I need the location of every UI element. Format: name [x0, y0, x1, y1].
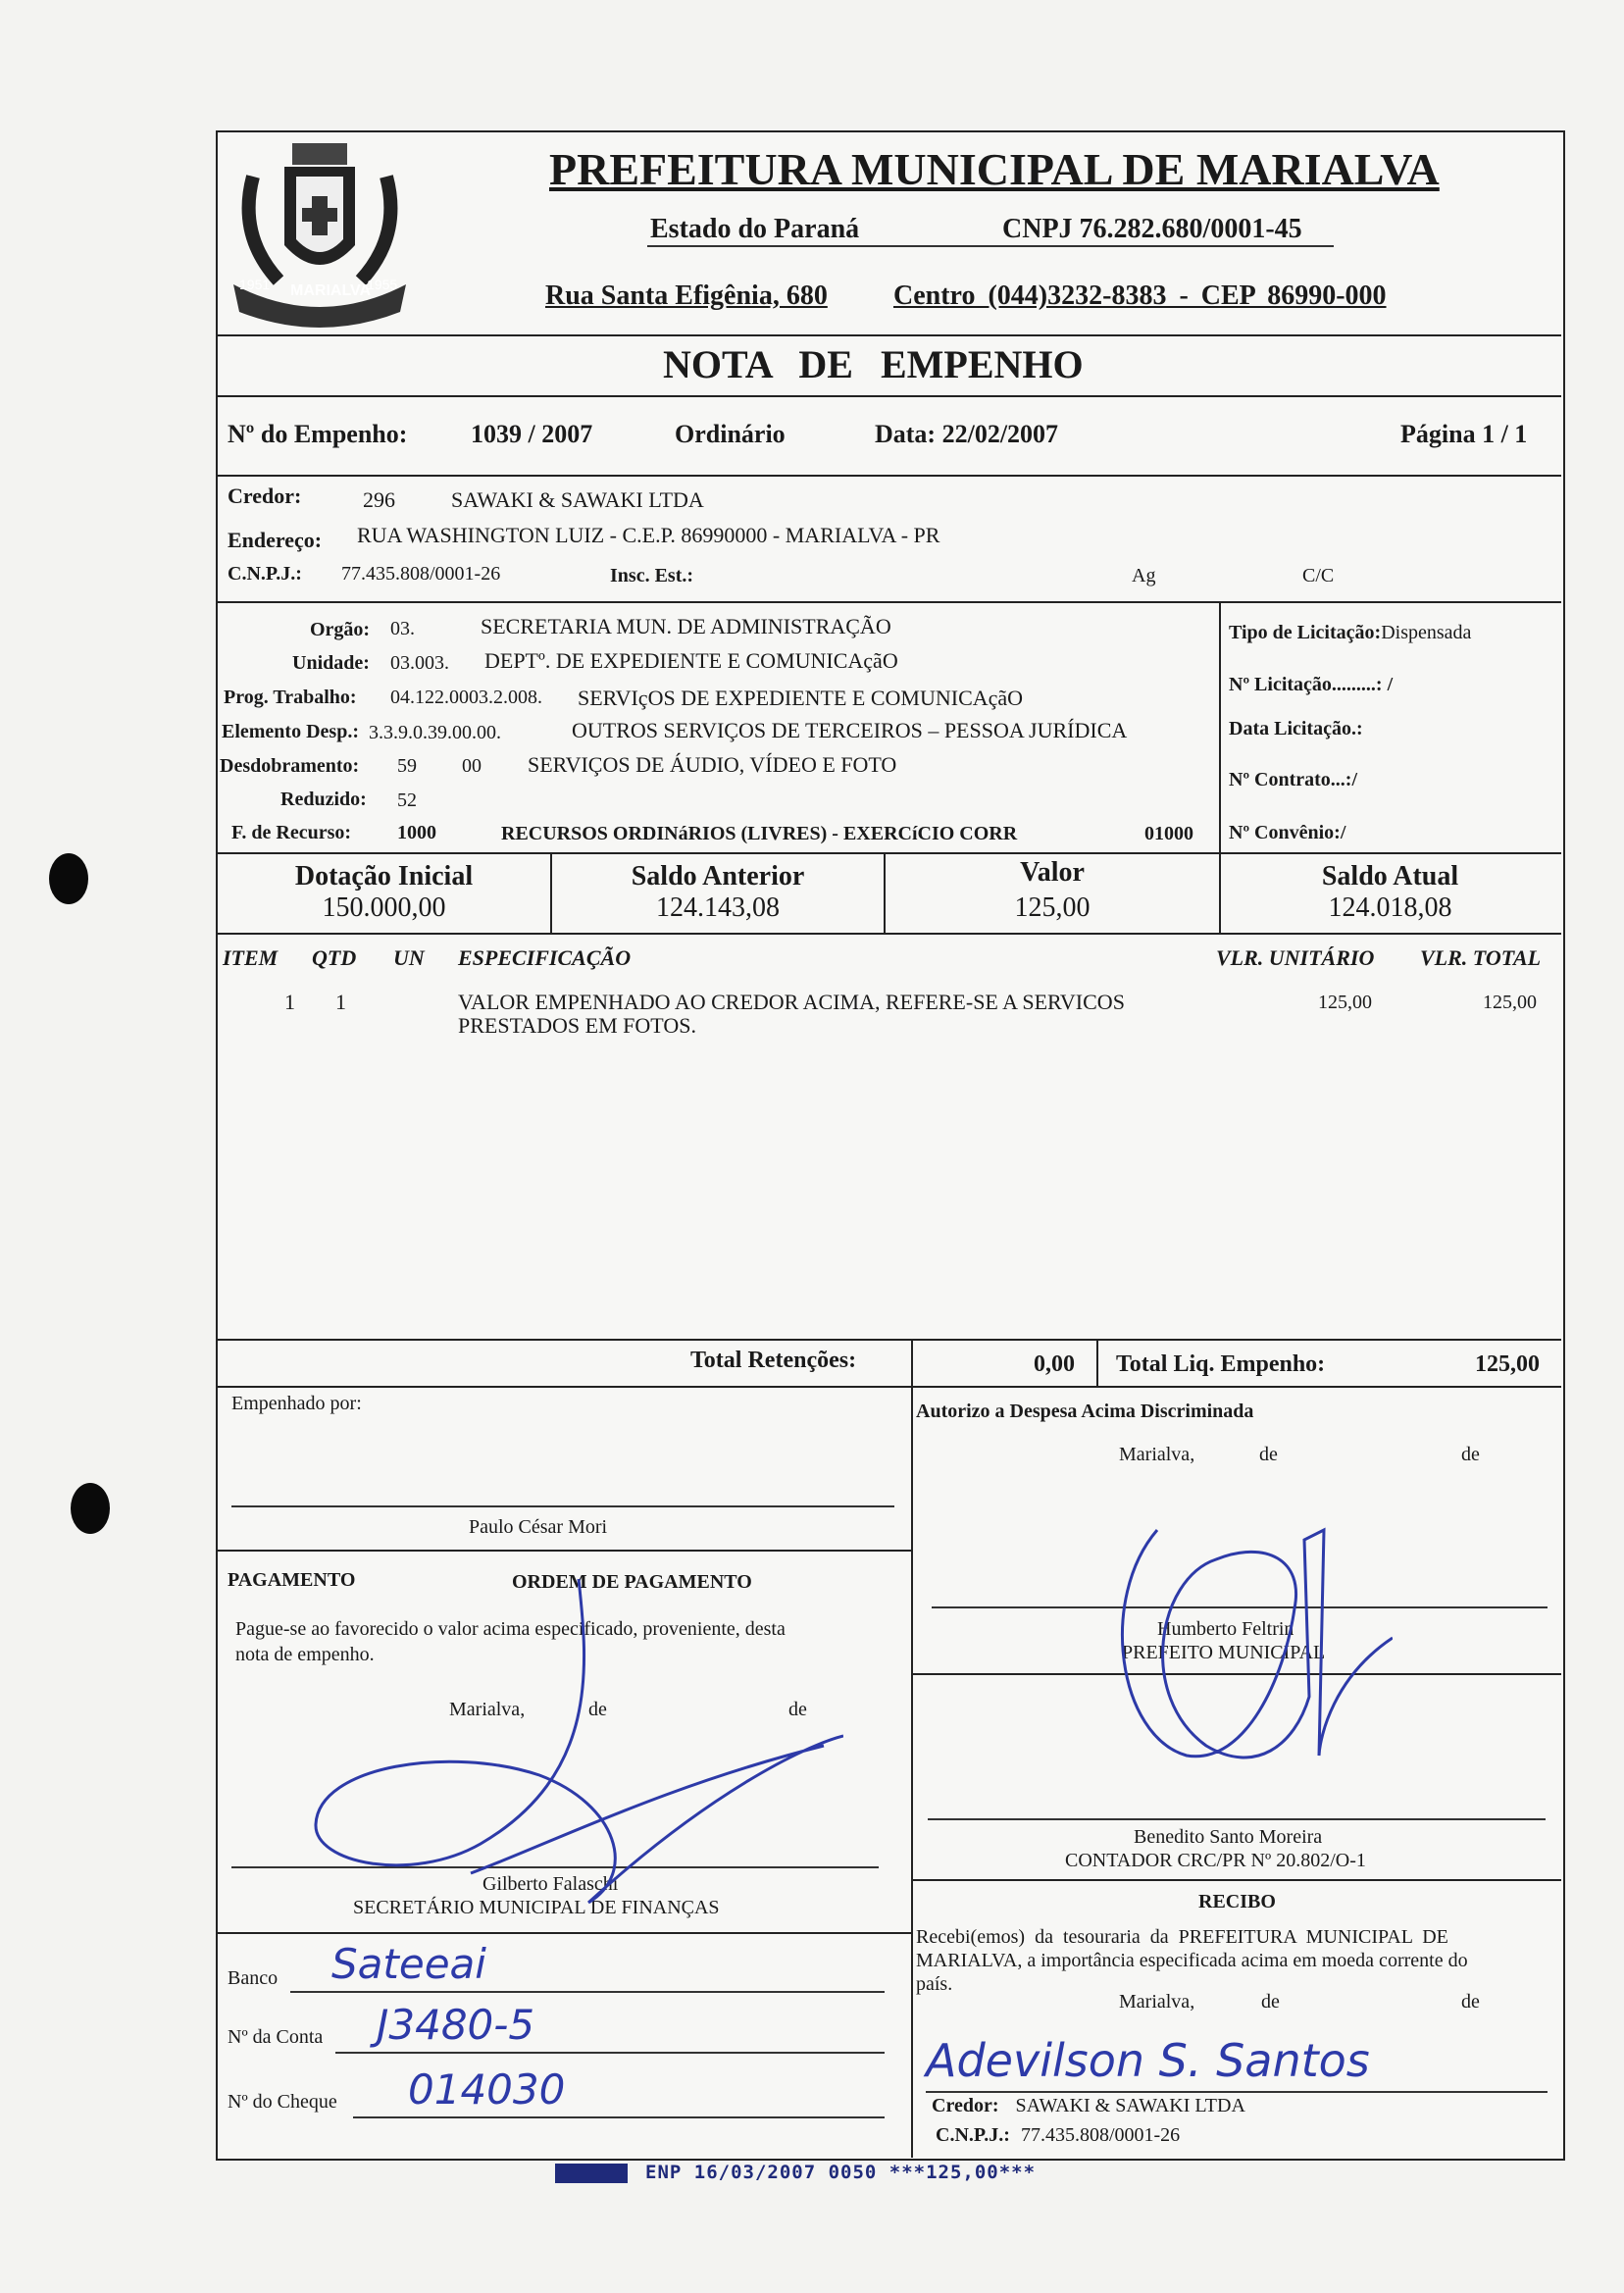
- row-item: 1: [284, 990, 295, 1014]
- empenho-date: Data: 22/02/2007: [875, 420, 1059, 448]
- elemento-code: 3.3.9.0.39.00.00.: [369, 722, 501, 743]
- empenhado-nome: Paulo César Mori: [469, 1516, 608, 1538]
- credor-insc-label: Insc. Est.:: [610, 565, 694, 586]
- unidade-code: 03.003.: [390, 652, 449, 674]
- row-total-value: 125,00: [1483, 992, 1537, 1013]
- rule: [218, 933, 1561, 935]
- items-header-item: ITEM: [223, 945, 279, 970]
- empenho-number: 1039 / 2007: [471, 420, 593, 448]
- saldo-anterior-value: 124.143,08: [656, 892, 780, 923]
- unidade-desc: DEPTº. DE EXPEDIENTE E COMUNICAçãO: [484, 648, 898, 673]
- credor-cnpj: 77.435.808/0001-26: [341, 563, 501, 585]
- recibo-line1: Recebi(emos) da tesouraria da PREFEITURA MUNICIPAL DE: [916, 1926, 1448, 1948]
- total-retencoes-label: Total Retenções:: [690, 1348, 857, 1373]
- row-unit-value: 125,00: [1318, 992, 1372, 1013]
- credor-name: SAWAKI & SAWAKI LTDA: [451, 487, 704, 512]
- header-cnpj: CNPJ 76.282.680/0001-45: [1002, 214, 1302, 244]
- recibo-de-1: de: [1261, 1991, 1280, 2013]
- credor-ag-label: Ag: [1132, 565, 1156, 586]
- elemento-label: Elemento Desp.:: [222, 721, 359, 742]
- orgao-label: Orgão:: [310, 619, 371, 640]
- recibo-credor-nome: SAWAKI & SAWAKI LTDA: [1015, 2095, 1245, 2116]
- contador-nome: Benedito Santo Moreira: [1134, 1826, 1323, 1848]
- binder-hole-top: [49, 853, 88, 904]
- rule: [911, 1879, 1561, 1881]
- banco-value: Sateeai: [331, 1940, 486, 1988]
- recibo-cnpj-label: C.N.P.J.:: [936, 2124, 1010, 2146]
- recebedor-signature-line: [926, 2091, 1548, 2093]
- banco-line: [290, 1991, 885, 1993]
- banco-label: Banco: [228, 1967, 279, 1989]
- financas-nome: Gilberto Falaschi: [482, 1873, 619, 1895]
- seal-text: MARIALVA: [290, 282, 372, 299]
- pagamento-place: Marialva,: [449, 1699, 526, 1720]
- pagamento-de-1: de: [588, 1699, 607, 1720]
- rule: [218, 334, 1561, 336]
- row-qtd: 1: [335, 990, 346, 1014]
- recibo-credor-label: Credor:: [932, 2095, 999, 2116]
- unidade-label: Unidade:: [292, 652, 370, 674]
- licitacao-tipo-line: [1229, 622, 1471, 644]
- items-header-total: VLR. TOTAL: [1420, 945, 1542, 970]
- empenho-number-label: Nº do Empenho:: [228, 420, 408, 448]
- empenho-type: Ordinário: [675, 420, 786, 448]
- credor-cnpj-label: C.N.P.J.:: [228, 563, 302, 585]
- prefeito-signature: [1098, 1501, 1393, 1795]
- credor-address: RUA WASHINGTON LUIZ - C.E.P. 86990000 - MARIALVA - PR: [357, 523, 940, 547]
- recibo-de-2: de: [1461, 1991, 1480, 2013]
- items-header-qtd: QTD: [312, 945, 357, 970]
- recurso-num: 01000: [1144, 823, 1193, 844]
- financas-signature: [294, 1550, 843, 1942]
- credor-cc-label: C/C: [1302, 565, 1335, 586]
- autorizo-de-2: de: [1461, 1444, 1480, 1465]
- licitacao-tipo-label: Tipo de Licitação:: [1229, 622, 1382, 643]
- total-liquido-value: 125,00: [1475, 1351, 1540, 1377]
- header-title: PREFEITURA MUNICIPAL DE MARIALVA: [549, 144, 1440, 194]
- orgao-code: 03.: [390, 618, 415, 639]
- row-spec-line1: VALOR EMPENHADO AO CREDOR ACIMA, REFERE-SE A SERVICOS: [458, 990, 1125, 1014]
- empenho-page: Página 1 / 1: [1400, 420, 1528, 448]
- valor-value: 125,00: [1014, 892, 1091, 923]
- rule: [218, 1339, 1561, 1341]
- recurso-desc: RECURSOS ORDINáRIOS (LIVRES) - EXERCíCIO CORR: [501, 823, 1018, 844]
- items-header-un: UN: [393, 945, 425, 970]
- total-retencoes-value: 0,00: [1034, 1351, 1075, 1377]
- prog-desc: SERVIçOS DE EXPEDIENTE E COMUNICAçãO: [578, 686, 1024, 710]
- pague-line2: nota de empenho.: [235, 1644, 375, 1665]
- rule: [218, 395, 1561, 397]
- seal-year-left: 1951: [239, 277, 271, 292]
- contador-cargo: CONTADOR CRC/PR Nº 20.802/O-1: [1065, 1850, 1366, 1871]
- binder-hole-bottom: [71, 1483, 110, 1534]
- prefeito-nome: Humberto Feltrin: [1157, 1618, 1294, 1640]
- financas-cargo: SECRETÁRIO MUNICIPAL DE FINANÇAS: [353, 1897, 720, 1918]
- licitacao-data: Data Licitação.:: [1229, 718, 1363, 739]
- recibo-credor-line: [932, 2095, 1245, 2117]
- dotacao-value: 150.000,00: [322, 892, 446, 923]
- saldo-atual-value: 124.018,08: [1328, 892, 1452, 923]
- cheque-line: [353, 2116, 885, 2118]
- signature-divider: [911, 1386, 913, 2158]
- prog-label: Prog. Trabalho:: [224, 687, 357, 708]
- rule: [218, 852, 1561, 854]
- totals-divider: [1096, 1339, 1098, 1386]
- table-row: [218, 986, 1561, 1045]
- autorizo-de-1: de: [1259, 1444, 1278, 1465]
- cheque-label: Nº do Cheque: [228, 2091, 337, 2113]
- credor-label: Credor:: [228, 484, 302, 508]
- seal-year-right: 1955: [367, 277, 398, 292]
- dotacao-label: Dotação Inicial: [294, 861, 474, 892]
- header-contact: Centro (044)3232-8383 - CEP 86990-000: [893, 280, 1387, 311]
- total-liquido-label: Total Liq. Empenho:: [1116, 1351, 1326, 1377]
- doc-title: NOTA DE EMPENHO: [663, 342, 1084, 386]
- autorizo-place: Marialva,: [1119, 1444, 1195, 1465]
- recibo-label: RECIBO: [1198, 1891, 1276, 1912]
- licitacao-num: Nº Licitação.........: /: [1229, 674, 1394, 695]
- recibo-line2: MARIALVA, a importância especificada acima em moeda corrente do: [916, 1950, 1468, 1971]
- ordem-pagamento-label: ORDEM DE PAGAMENTO: [512, 1571, 752, 1593]
- recebedor-signature: Adevilson S. Santos: [926, 2034, 1370, 2087]
- orgao-desc: SECRETARIA MUN. DE ADMINISTRAÇÃO: [481, 614, 891, 638]
- pagamento-de-2: de: [788, 1699, 807, 1720]
- rule: [218, 475, 1561, 477]
- recurso-label: F. de Recurso:: [231, 822, 352, 843]
- row-spec-line2: PRESTADOS EM FOTOS.: [458, 1013, 696, 1038]
- stamp-mark: [555, 2164, 628, 2183]
- rule: [218, 1386, 1561, 1388]
- desdob-code: 59: [397, 755, 417, 777]
- rule: [218, 601, 1561, 603]
- header-state: Estado do Paraná: [650, 214, 860, 244]
- header-address: Rua Santa Efigênia, 680: [545, 280, 828, 311]
- licitacao-contrato: Nº Contrato...:/: [1229, 769, 1358, 790]
- saldo-anterior-label: Saldo Anterior: [631, 861, 805, 892]
- recibo-line3: país.: [916, 1973, 953, 1995]
- desdob-desc: SERVIÇOS DE ÁUDIO, VÍDEO E FOTO: [528, 752, 897, 777]
- conta-label: Nº da Conta: [228, 2026, 324, 2048]
- empenhado-signature-line: [231, 1505, 894, 1507]
- desdob-label: Desdobramento:: [220, 755, 360, 777]
- recurso-code: 1000: [397, 822, 436, 843]
- contador-signature-line: [928, 1818, 1546, 1820]
- credor-address-label: Endereço:: [228, 528, 323, 552]
- saldo-atual-label: Saldo Atual: [1321, 861, 1459, 892]
- totals-divider: [911, 1339, 913, 1386]
- prog-code: 04.122.0003.2.008.: [390, 687, 542, 708]
- autorizo-label: Autorizo a Despesa Acima Discriminada: [916, 1401, 1254, 1422]
- empenhado-por-label: Empenhado por:: [231, 1393, 362, 1414]
- items-header-spec: ESPECIFICAÇÃO: [458, 945, 632, 970]
- valor-label: Valor: [1020, 857, 1085, 888]
- recibo-cnpj: 77.435.808/0001-26: [1020, 2124, 1181, 2146]
- reduzido-code: 52: [397, 790, 417, 811]
- items-header-unit: VLR. UNITÁRIO: [1216, 945, 1375, 970]
- licitacao-convenio: Nº Convênio:/: [1229, 822, 1346, 843]
- pagamento-label: PAGAMENTO: [228, 1569, 356, 1591]
- reduzido-label: Reduzido:: [280, 789, 367, 810]
- pague-line1: Pague-se ao favorecido o valor acima especificado, proveniente, desta: [235, 1618, 786, 1640]
- conta-value: J3480-5: [377, 2001, 535, 2049]
- budget-divider: [1219, 601, 1221, 852]
- conta-line: [335, 2052, 885, 2054]
- recibo-place: Marialva,: [1119, 1991, 1195, 2013]
- header-divider: [647, 245, 1334, 247]
- elemento-desc: OUTROS SERVIÇOS DE TERCEIROS – PESSOA JURÍDICA: [572, 718, 1128, 742]
- validation-stamp: ENP 16/03/2007 0050 ***125,00***: [645, 2162, 1037, 2183]
- credor-code: 296: [363, 487, 395, 512]
- desdob-sub: 00: [462, 755, 482, 777]
- prefeito-cargo: PREFEITO MUNICIPAL: [1122, 1642, 1326, 1663]
- licitacao-tipo: Dispensada: [1381, 622, 1472, 643]
- municipal-seal: [224, 137, 415, 333]
- cheque-value: 014030: [408, 2065, 566, 2114]
- recibo-cnpj-line: [936, 2124, 1180, 2147]
